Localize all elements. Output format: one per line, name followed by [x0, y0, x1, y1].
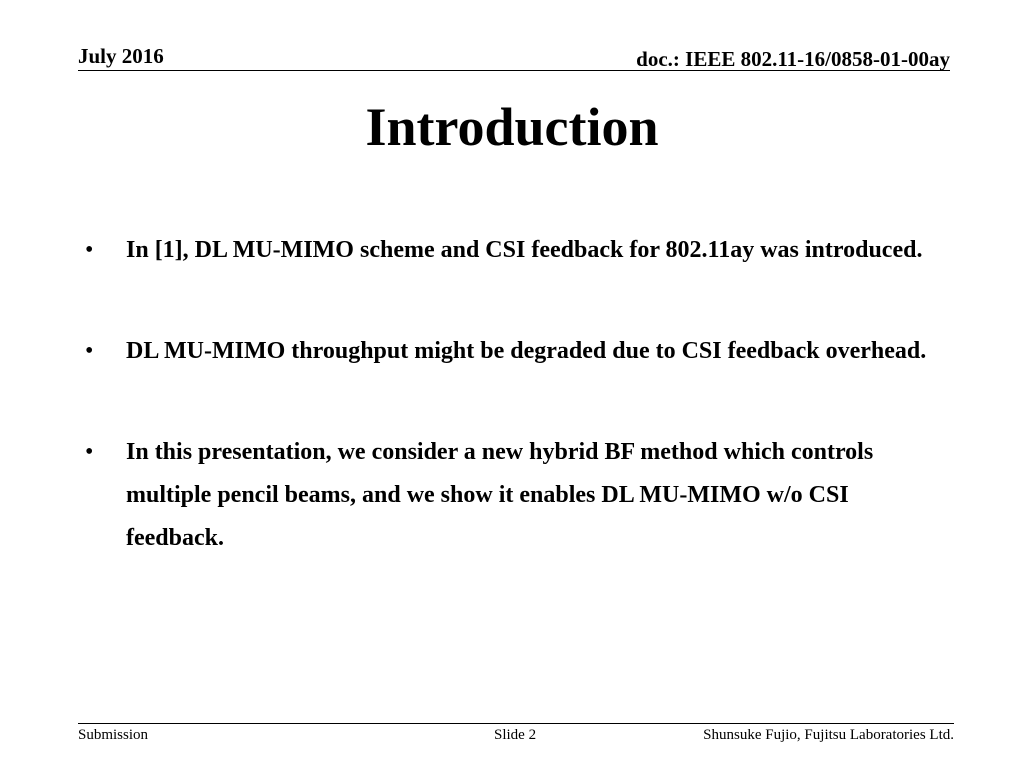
footer-divider	[78, 723, 954, 724]
bullet-icon: •	[85, 338, 94, 364]
footer-submission: Submission	[78, 727, 149, 743]
bullet-item	[85, 229, 945, 272]
bullet-text: In [1], DL MU-MIMO scheme and CSI feedback for 802.11ay was introduced.	[126, 237, 923, 263]
bullet-item	[85, 330, 945, 373]
footer-slide-number: Slide 2	[494, 727, 537, 743]
bullet-icon: •	[85, 439, 94, 465]
bullet-text: DL MU-MIMO throughput might be degraded due to CSI feedback overhead.	[126, 338, 927, 364]
bullet-item	[85, 431, 945, 560]
bullet-list	[85, 229, 945, 560]
slide-title: Introduction	[365, 97, 659, 157]
header-divider	[78, 70, 950, 71]
header-doc-id: doc.: IEEE 802.11-16/0858-01-00ay	[636, 47, 950, 71]
footer-author: Shunsuke Fujio, Fujitsu Laboratories Ltd.	[703, 727, 954, 743]
bullet-text: In this presentation, we consider a new hybrid BF method which controls multiple pencil beams, and we show it enables DL MU-MIMO w/o CSI feedback.	[126, 439, 874, 551]
header-date: July 2016	[78, 44, 164, 68]
bullet-icon: •	[85, 237, 94, 263]
